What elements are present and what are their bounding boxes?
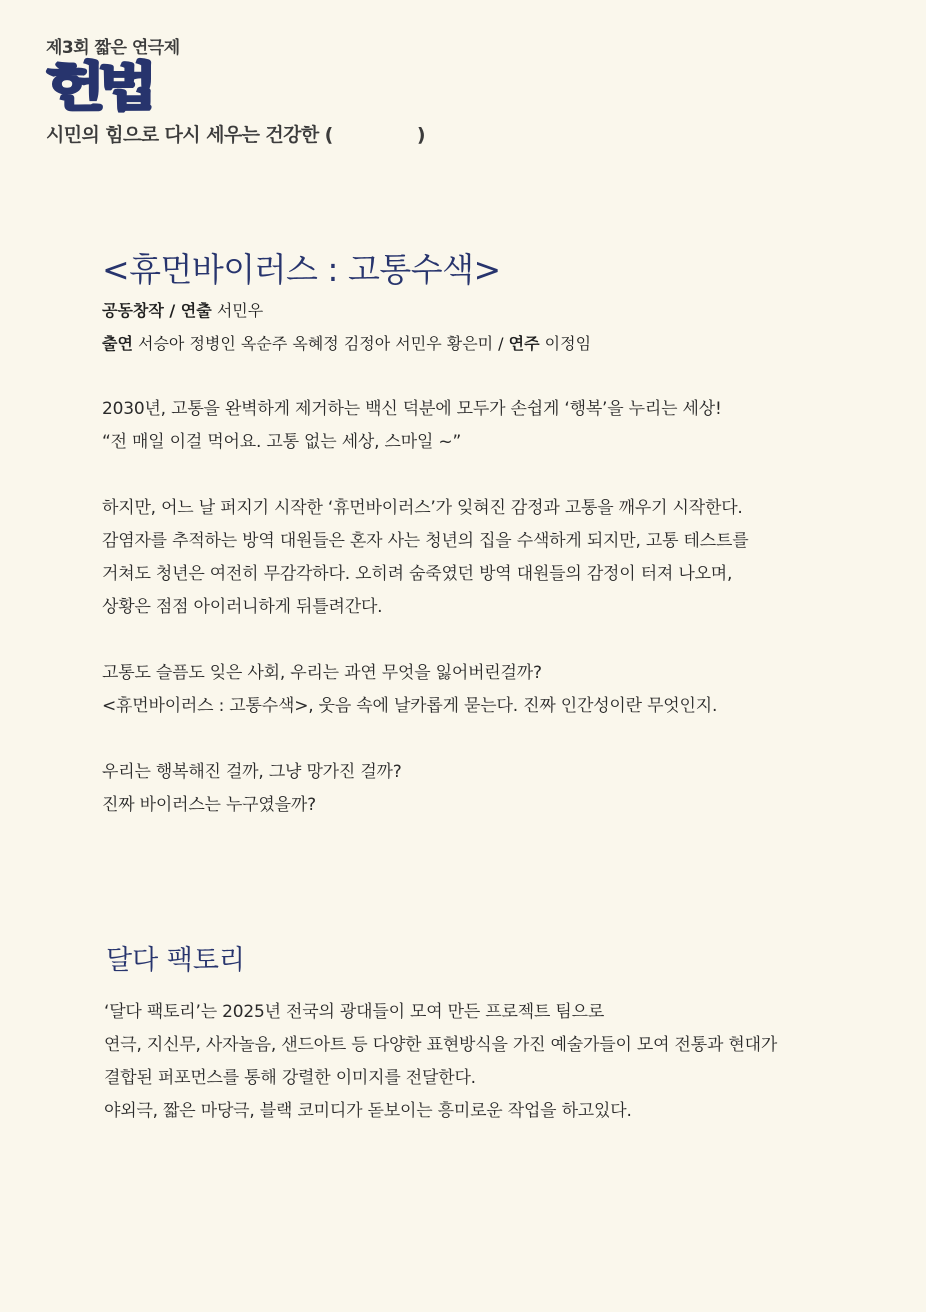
credit-direction	[102, 294, 882, 327]
synopsis-paragraph-1	[102, 393, 882, 459]
play-title: <휴먼바이러스 : 고통수색>	[102, 250, 501, 289]
paragraph-gap	[102, 723, 882, 756]
credit-music-names: 이정임	[539, 334, 592, 353]
company-title: 달다 팩토리	[106, 945, 245, 976]
credit-direction-names: 서민우	[211, 301, 264, 320]
synopsis-line: 진짜 바이러스는 누구였을까?	[102, 795, 316, 815]
synopsis-line: 2030년, 고통을 완벽하게 제거하는 백신 덕분에 모두가 손쉽게 ‘행복’을 누리는 세상!	[102, 399, 722, 419]
festival-slogan: 시민의 힘으로 다시 세우는 건강한 ( )	[46, 124, 426, 146]
paragraph-gap	[102, 360, 882, 393]
company-line: 연극, 지신무, 사자놀음, 샌드아트 등 다양한 표현방식을 가진 예술가들이 모여 전통과 현대가	[104, 1035, 778, 1055]
synopsis-paragraph-3	[102, 657, 882, 723]
credit-cast	[102, 327, 882, 360]
paragraph-gap	[102, 624, 882, 657]
synopsis-line: <휴먼바이러스 : 고통수색>, 웃음 속에 날카롭게 묻는다. 진짜 인간성이란 무엇인지.	[102, 696, 718, 716]
synopsis-line: “전 매일 이걸 먹어요. 고통 없는 세상, 스마일 ~”	[102, 432, 462, 452]
festival-label: 제3회 짧은 연극제	[46, 38, 180, 58]
credit-cast-names: 서승아 정병인 옥순주 옥혜정 김정아 서민우 황은미 /	[132, 334, 509, 353]
synopsis-line: 거쳐도 청년은 여전히 무감각하다. 오히려 숨죽였던 방역 대원들의 감정이 터져 나오며,	[102, 564, 733, 584]
credit-cast-role: 출연	[102, 334, 133, 353]
synopsis-line: 우리는 행복해진 걸까, 그냥 망가진 걸까?	[102, 762, 402, 782]
company-line: 결합된 퍼포먼스를 통해 강렬한 이미지를 전달한다.	[104, 1068, 476, 1088]
credit-music-role: 연주	[508, 334, 540, 353]
festival-logo: 헌법	[46, 58, 151, 118]
synopsis-paragraph-2	[102, 492, 882, 624]
synopsis-line: 고통도 슬픔도 잊은 사회, 우리는 과연 무엇을 잃어버린걸까?	[102, 663, 542, 683]
synopsis-line: 감염자를 추적하는 방역 대원들은 혼자 사는 청년의 집을 수색하게 되지만, 고통 테스트를	[102, 531, 749, 551]
play-section	[102, 248, 882, 822]
synopsis-line: 하지만, 어느 날 퍼지기 시작한 ‘휴먼바이러스’가 잊혀진 감정과 고통을 깨우기 시작한다.	[102, 498, 743, 518]
company-line: 야외극, 짧은 마당극, 블랙 코미디가 돋보이는 흥미로운 작업을 하고있다.	[104, 1101, 632, 1121]
credit-direction-role: 공동창작 / 연출	[102, 301, 212, 320]
synopsis-paragraph-4	[102, 756, 882, 822]
company-section	[104, 940, 894, 1128]
company-line: ‘달다 팩토리’는 2025년 전국의 광대들이 모여 만든 프로젝트 팀으로	[104, 1002, 605, 1022]
paragraph-gap	[102, 459, 882, 492]
synopsis-line: 상황은 점점 아이러니하게 뒤틀려간다.	[102, 597, 383, 617]
festival-header	[46, 38, 425, 146]
